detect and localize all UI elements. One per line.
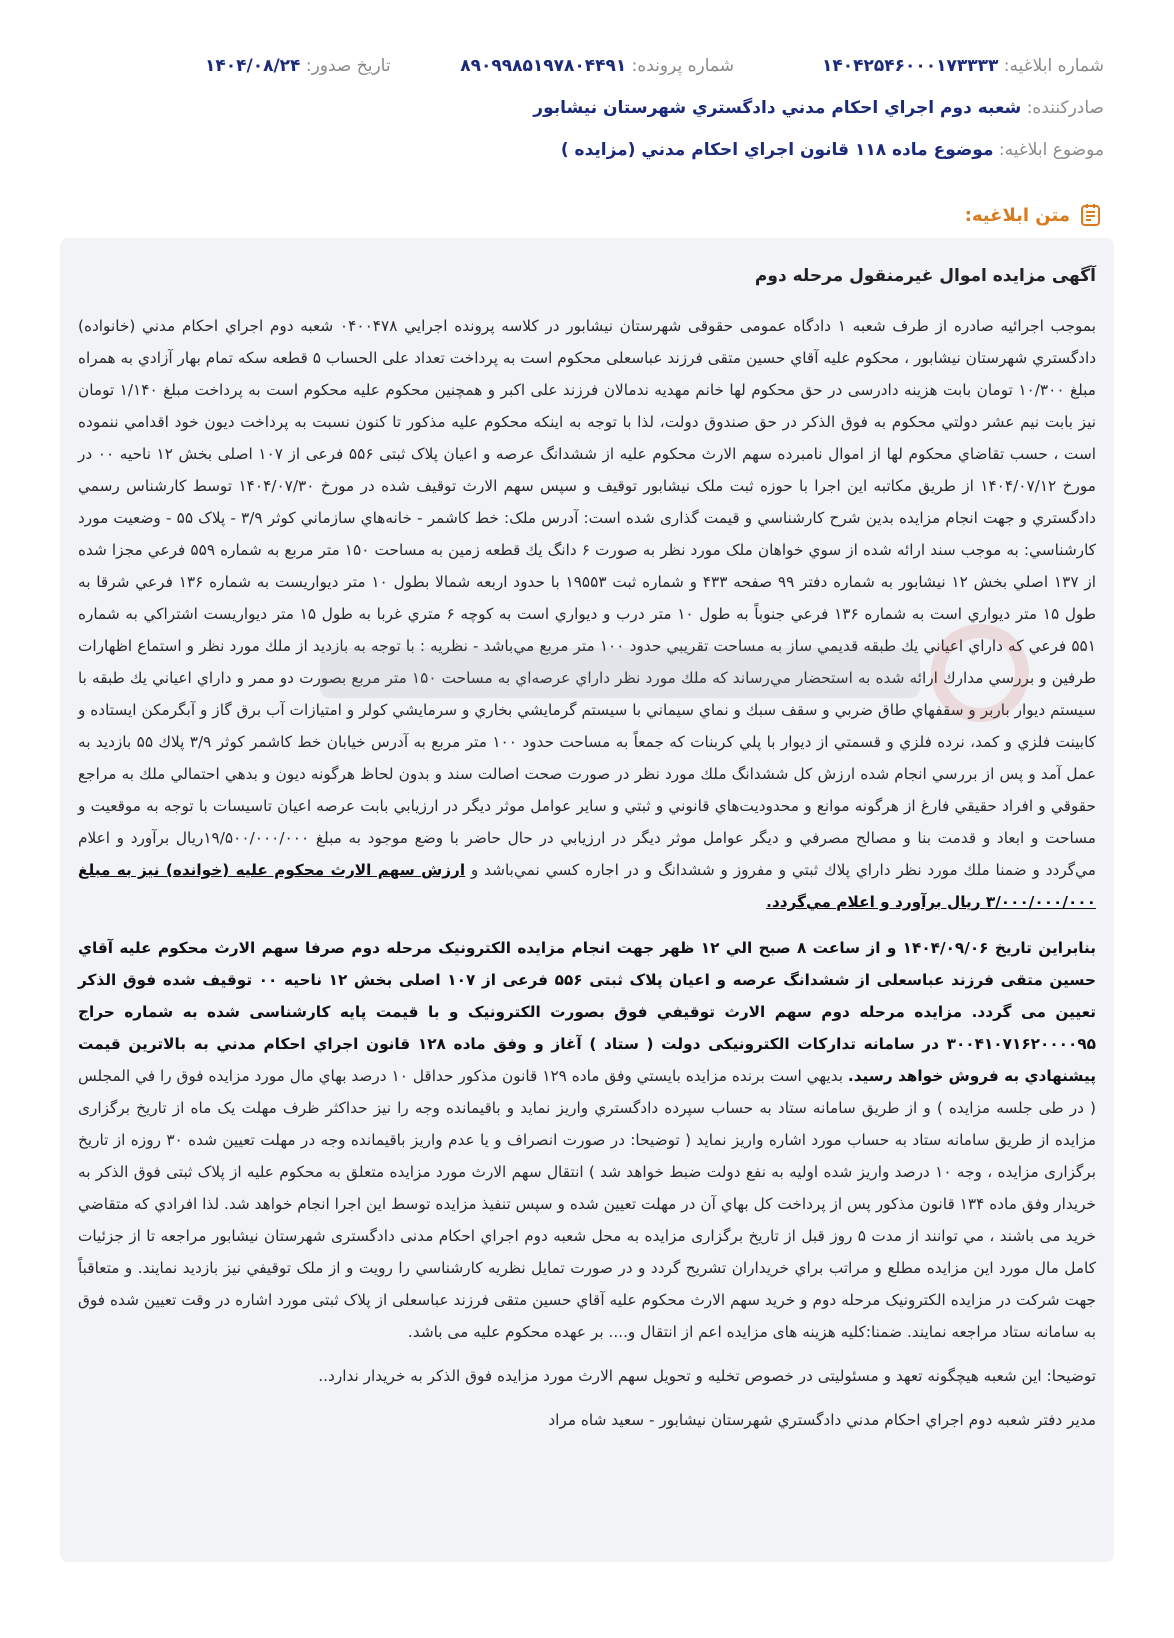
auction-schedule-text: بنابراين تاريخ ۱۴۰۴/۰۹/۰۶ و از ساعت ۸ صبح الي ۱۲ ظهر جهت انجام مزايده الکترونيک مرحله دوم صرفا سهم الارث محکوم عليه آقاي حسين متقی فرزند عباسعلی از ششدانگ عرصه و اعيان پلاک ثبتی ۵۵۶ فرعی از ۱۰۷ اصلی بخش ۱۲ ناحيه ۰۰ توقيف شده فوق الذکر تعيين می گردد. مزايده مرحله دوم سهم الارث توقيفي فوق بصورت الکترونيک و با قيمت پايه کارشناسی شده به شماره حراج ۳۰۰۴۱۰۷۱۶۲۰۰۰۰۹۵ در سامانه تدارکات الکترونيکی دولت ( ستاد ) آغاز و وفق ماده ۱۲۸ قانون اجراي احکام مدني به بالاترين قيمت پيشنهادي به فروش خواهد رسيد. — [78, 939, 1097, 1085]
heir-share-value: ارزش سهم الارث محکوم علیه (خوانده) نیز به مبلغ ۳/۰۰۰/۰۰۰/۰۰۰ ريال برآورد و اعلام مي‌گردد. — [78, 861, 1096, 911]
notice-heading: آگهی مزایده اموال غیرمنقول مرحله دوم — [754, 266, 1096, 286]
notice-paragraph-1-text: بموجب اجرائيه صادره از طرف شعبه ۱ دادگاه عمومی حقوقی شهرستان نيشابور در کلاسه پرونده اجرايي ۰۴۰۰۴۷۸ شعبه دوم اجراي احکام مدني (خانواده) دادگستري شهرستان نيشابور ، محکوم عليه آقاي حسين متقی فرزند عباسعلی محکوم است به پرداخت تعداد علی الحساب ۵ قطعه سکه تمام بهار آزادي به همراه مبلغ ۱۰/۳۰۰ تومان بابت هزينه دادرسی در حق محکوم لها خانم مهديه ندمالان فرزند علی اکبر و همچنين محکوم عليه محکوم است به پرداخت مبلغ ۱/۱۴۰ تومان نيز بابت نيم عشر دولتي محکوم به فوق الذکر در حق صندوق دولت، لذا با توجه به اينکه محکوم عليه مذکور تا کنون نسبت به پرداخت ديون خود اقدامي ننموده است ، حسب تقاضاي محکوم لها از اموال نامبرده سهم الارث محکوم عليه از ششدانگ عرصه و اعيان پلاک ثبتی ۵۵۶ فرعی از ۱۰۷ اصلی بخش ۱۲ ناحيه ۰۰ در مورخ ۱۴۰۴/۰۷/۱۲ از طريق مکاتبه اين اجرا با حوزه ثبت ملک نيشابور توقيف و سپس سهم الارث توقيف شده در مورخ ۱۴۰۴/۰۷/۳۰ توسط کارشناس رسمي دادگستري و جهت انجام مزايده بدين شرح کارشناسي و قيمت گذاری شده است: آدرس ملک: خط کاشمر - خانه‌هاي سازماني کوثر ۳/۹ - پلاک ۵۵ - وضعيت مورد کارشناسي: به موجب سند ارائه شده از سوي خواهان ملک مورد نظر به صورت ۶ دانگ يك قطعه زمين به مساحت ۱۵۰ متر مربع به شماره ۵۵۹ فرعي مجزا شده از ۱۳۷ اصلي بخش ۱۲ نيشابور به شماره دفتر ۹۹ صفحه ۴۳۳ و شماره ثبت ۱۹۵۵۳ با حدود اربعه شمالا بطول ۱۰ متر ديواريست به شماره ۱۳۶ فرعي شرقا به طول ۱۵ متر ديواري است به شماره ۱۳۶ فرعي جنوباً به طول ۱۰ متر درب و ديواري است به کوچه ۶ متري غربا به طول ۱۵ متر ديواريست اشتراکي به شماره ۵۵۱ فرعي که داراي اعياني يك طبقه قديمي ساز به مساحت تقريبي حدود ۱۰۰ متر مربع مي‌باشد - نظريه : با توجه به بازديد از ملك مورد نظر و استماع اظهارات طرفين و بررسي مدارك ارائه شده به استحضار مي‌رساند كه ملك مورد نظر داراي عرصه‌اي به مساحت ۱۵۰ متر مربع بصورت دو ممر و داراي اعياني يك طبقه با سيستم ديوار باربر و سقفهاي طاق ضربي و سقف سبك و نماي سيماني با سيستم گرمايشي بخاري و سرمايشي كولر و امتيازات آب برق گاز و آبگرمكن ايستاده و كابينت فلزي و كمد، نرده فلزي و قسمتي از ديوار با پلي كربنات كه جمعاً به مساحت حدود ۱۰۰ متر مربع به آدرس خيابان خط كاشمر كوثر ۳/۹ پلاك ۵۵ بازديد به عمل آمد و پس از بررسي انجام شده ارزش كل ششدانگ ملك مورد نظر در صورت صحت اصالت سند و بدون لحاظ هرگونه ديون و بدهي احتمالي ملك به مراجع حقوقي و افراد حقيقي فارغ از هرگونه موانع و محدوديت‌هاي قانوني و ثبتي و ساير عوامل موثر ديگر در ارزيابي بابت عرصه اعيان تاسيسات با توجه به موقعيت و مساحت و ابعاد و قدمت بنا و مصالح مصرفي و ديگر عوامل موثر ديگر در ارزيابي در حال حاضر با وضع موجود به مبلغ ۱۹/۵۰۰/۰۰۰/۰۰۰ريال برآورد و اعلام مي‌گردد و ضمنا ملك مورد نظر داراي پلاك ثبتي و مفروز و ششدانگ و در اجاره كسي نمي‌باشد و — [78, 317, 1097, 879]
issue-date — [205, 56, 391, 76]
disclaimer-note: توضيحا: اين شعبه هيچگونه تعهد و مسئوليتی در خصوص تخليه و تحويل سهم الارث مورد مزايده فوق الذکر به خريدار ندارد.. — [318, 1367, 1096, 1385]
case-number-value: ۸۹۰۹۹۸۵۱۹۷۸۰۴۴۹۱ — [460, 56, 627, 76]
notice-number — [822, 56, 1104, 76]
notice-number-value: ۱۴۰۴۲۵۴۶۰۰۰۱۷۳۳۳۳ — [821, 56, 999, 76]
issuer-row — [70, 98, 1104, 118]
notice-paragraph-1 — [78, 310, 1096, 918]
issue-date-value: ۱۴۰۴/۰۸/۲۴ — [205, 56, 301, 76]
notice-body-panel — [60, 238, 1114, 1562]
issuer-value: شعبه دوم اجراي احکام مدني دادگستري شهرستان نيشابور — [533, 98, 1022, 118]
subject-value: موضوع ماده ۱۱۸ قانون اجراي احکام مدني (مزايده ) — [560, 140, 994, 160]
meta-row — [70, 56, 1104, 84]
note-icon — [1078, 202, 1104, 228]
section-title-text: متن ابلاغيه: — [964, 204, 1070, 226]
notice-paragraph-2 — [78, 932, 1096, 1348]
case-number — [460, 56, 734, 76]
signature: مدير دفتر شعبه دوم اجراي احکام مدني دادگستري شهرستان نيشابور - سعيد شاه مراد — [548, 1411, 1096, 1429]
subject-label: موضوع ابلاغيه: — [998, 140, 1104, 160]
notice-number-label: شماره ابلاغيه: — [1003, 56, 1104, 76]
case-number-label: شماره پرونده: — [631, 56, 734, 76]
issue-date-label: تاريخ صدور: — [305, 56, 391, 76]
issuer-label: صادرکننده: — [1026, 98, 1104, 118]
section-title — [965, 200, 1104, 230]
subject-row — [70, 140, 1104, 160]
notice-paragraph-2-text: بديهي است برنده مزايده بايستي وفق ماده ۱۲۹ قانون مذکور حداقل ۱۰ درصد بهاي مال مورد مزايده فوق را في المجلس ( در طی جلسه مزايده ) و از طريق سامانه ستاد به حساب سپرده دادگستري واريز نمايد و باقيمانده وجه را نيز حداکثر ظرف مهلت يک ماه از تاريخ برگزاری مزايده از طريق سامانه ستاد به حساب مورد اشاره واريز نمايد ( توضيحا: در صورت انصراف و يا عدم واريز باقيمانده وجه در مهلت تعيين شده ۳۰ روزه از تاريخ برگزاری مزايده ، وجه ۱۰ درصد واريز شده اوليه به نفع دولت ضبط خواهد شد ) انتقال سهم الارث مورد مزايده متعلق به محکوم عليه از پلاک ثبتی فوق الذکر به خريدار وفق ماده ۱۳۴ قانون مذکور پس از پرداخت کل بهاي آن در مهلت تعيين شده و سپس تنفيذ مزايده توسط اين اجرا انجام خواهد شد. لذا افرادي که متقاضي خريد می باشند ، مي توانند از مدت ۵ روز قبل از تاريخ برگزاری مزايده به محل شعبه دوم اجراي احکام مدنی دادگستری شهرستان نيشابور مراجعه تا از جزئيات کامل مال مورد اين مزايده مطلع و مراتب براي خريداران تشريح گردد و در صورت تمايل نظريه کارشناسي را رويت و از ملک توقيفي نيز بازديد نمايند. و متعاقباً جهت شرکت در مزايده الکترونيک مرحله دوم و خريد سهم الارث محکوم عليه آقاي حسين متقی فرزند عباسعلی از پلاک ثبتی مورد اشاره در وقت تعيين شده فوق به سامانه ستاد مراجعه نمايند. ضمنا:کليه هزينه های مزايده اعم از انتقال و.... بر عهده محکوم عليه می باشد. — [78, 1067, 1097, 1341]
